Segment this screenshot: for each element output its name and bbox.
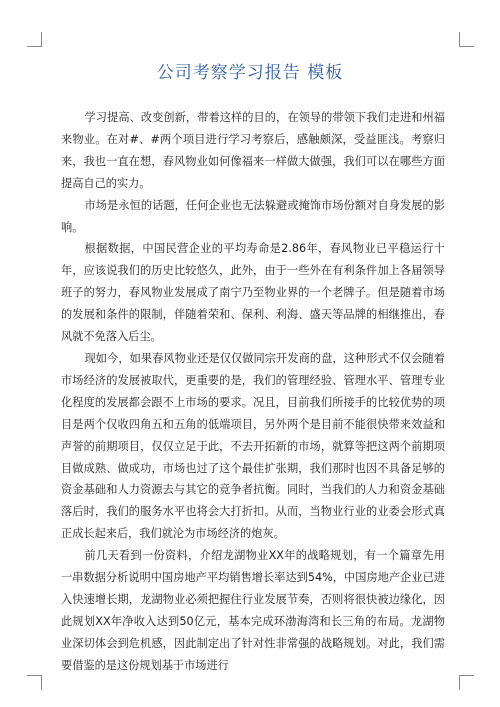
- crop-mark-top-left: [27, 32, 42, 47]
- paragraph-current-situation: 现如今，如果春风物业还是仅仅做同宗开发商的盘，这种形式不仅会随着市场经济的发展被取代，更重要的是，我们的管理经验、管理水平、管理专业化程度的发展都会跟不上市场的要求。况且，目前我们所接手的比较优势的项目是两个仅收四角五和五角的低端项目，另外两个是目前不能很快带来效益和声誉的前期项目，仅仅立足于此，不去开拓新的市场，就算等把这两个前期项目做成熟、做成功，市场也过了这个最佳扩张期，我们那时也因不具备足够的资金基础和人力资源去与其它的竞争者抗衡。同时，当我们的人力和资金基础落后时，我们的服务水平也将会大打折扣。从而，当物业行业的业委会形式真正成长起来后，我们就沦为市场经济的炮灰。: [61, 351, 445, 541]
- paragraph-longfor-case: 前几天看到一份资料，介绍龙湖物业XX年的战略规划，有一个篇章先用一串数据分析说明中国房地产平均销售增长率达到54%，中国房地产企业已进入快速增长期，龙湖物业必须把握住行业发展节奏，否则将很快被边缘化，因此规划XX年净收入达到50亿元，基本完成环渤海湾和长三角的布局。龙湖物业深切体会到危机感，因此制定出了针对性非常强的战略规划。对此，我们需要借鉴的是这份规划基于市场进行: [61, 549, 445, 672]
- document-body: [61, 107, 445, 677]
- paragraph-history: 根据数据，中国民营企业的平均寿命是2.86年，春风物业已平稳运行十年，应该说我们的历史比较悠久，此外，由于一些外在有利条件加上各届领导班子的努力，春风物业发展成了南宁乃至物业界的一个老牌子。但是随着市场的发展和条件的限制，伴随着荣和、保利、利海、盛天等品牌的相继推出，春风就不免落入后尘。: [61, 242, 445, 344]
- crop-mark-top-right: [459, 32, 474, 47]
- document-title: 公司考察学习报告 模板: [156, 63, 344, 83]
- crop-mark-bottom-left: [27, 675, 42, 690]
- paragraph-market: 市场是永恒的话题，任何企业也无法躲避或掩饰市场份额对自身发展的影响。: [61, 198, 445, 234]
- paragraph-intro: 学习提高、改变创新，带着这样的目的，在领导的带领下我们走进和州福来物业。在对#、#两个项目进行学习考察后，感触颇深，受益匪浅。考察归来，我也一直在想，春风物业如何像福来一样做大做强，我们可以在哪些方面提高自己的实力。: [61, 111, 445, 190]
- crop-mark-bottom-right: [459, 675, 474, 690]
